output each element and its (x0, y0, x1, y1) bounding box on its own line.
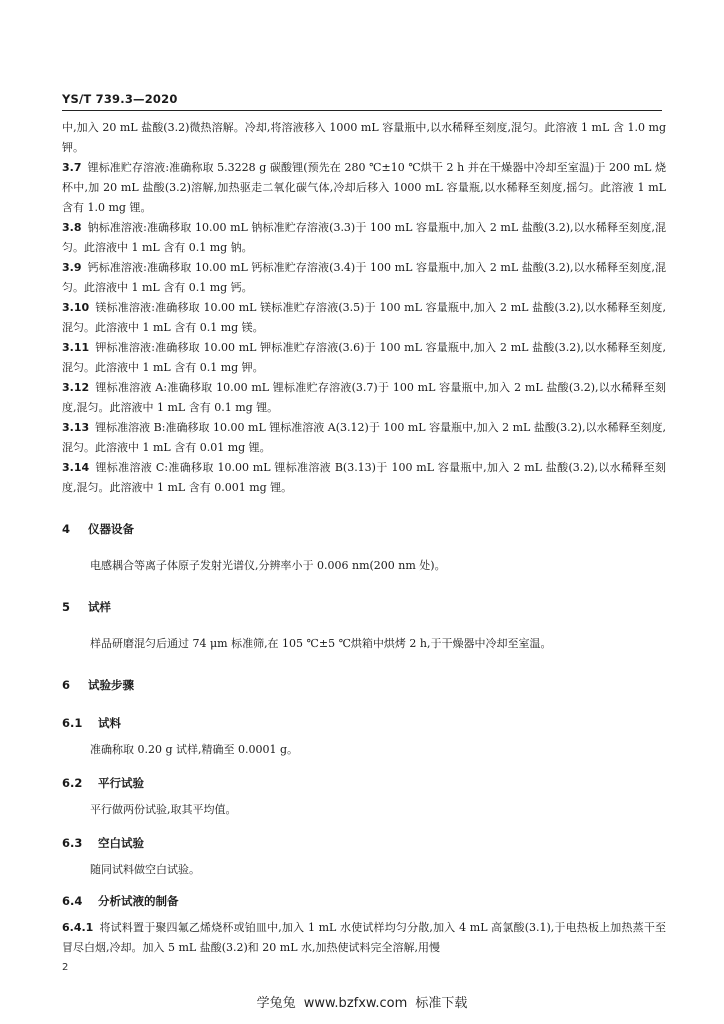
section-6-heading (62, 676, 662, 694)
clause-6-4-1 (62, 918, 666, 958)
subsection-number: 6.1 (62, 716, 83, 730)
subsection-title: 分析试液的制备 (98, 894, 179, 908)
clause-number: 3.11 (62, 341, 90, 354)
clause-3-9 (62, 258, 666, 298)
clause-number: 3.8 (62, 221, 82, 234)
section-6-3-heading (62, 834, 662, 852)
clause-text: 锂标准溶液 B:准确移取 10.00 mL 锂标准溶液 A(3.12)于 100 mL 容量瓶中,加入 2 mL 盐酸(3.2),以水稀释至刻度,混匀。此溶液中 1 mL 含有 0.01 mg 锂。 (62, 421, 666, 454)
clause-3-11 (62, 338, 666, 378)
clause-text: 钠标准溶液:准确移取 10.00 mL 钠标准贮存溶液(3.3)于 100 mL 容量瓶中,加入 2 mL 盐酸(3.2),以水稀释至刻度,混匀。此溶液中 1 mL 含有 0.1 mg 钠。 (62, 221, 666, 254)
section-5-body: 样品研磨混匀后通过 74 μm 标准筛,在 105 ℃±5 ℃烘箱中烘烤 2 h,于干燥器中冷却至室温。 (90, 637, 552, 650)
subsection-number: 6.3 (62, 836, 83, 850)
paragraph-continuation (62, 118, 666, 158)
page-number: 2 (62, 962, 69, 973)
header-rule (62, 110, 662, 111)
section-6-2-body: 平行做两份试验,取其平均值。 (90, 803, 237, 816)
site-watermark: 学兔兔 www.bzfxw.com 标准下载 (256, 996, 468, 1011)
clause-3-8 (62, 218, 666, 258)
clause-text: 锂标准溶液 A:准确移取 10.00 mL 锂标准贮存溶液(3.7)于 100 mL 容量瓶中,加入 2 mL 盐酸(3.2),以水稀释至刻度,混匀。此溶液中 1 mL 含有 0.1 mg 锂。 (62, 381, 666, 414)
clause-number: 6.4.1 (62, 921, 94, 934)
section-6-4-heading (62, 892, 662, 910)
clause-text: 镁标准溶液:准确移取 10.00 mL 镁标准贮存溶液(3.5)于 100 mL 容量瓶中,加入 2 mL 盐酸(3.2),以水稀释至刻度,混匀。此溶液中 1 mL 含有 0.1 mg 镁。 (62, 301, 666, 334)
clause-text: 将试料置于聚四氟乙烯烧杯或铂皿中,加入 1 mL 水使试样均匀分散,加入 4 mL 高氯酸(3.1),于电热板上加热蒸干至冒尽白烟,冷却。加入 5 mL 盐酸(3.2)和 20 mL 水,加热使试料完全溶解,用慢 (62, 921, 666, 954)
clause-number: 3.10 (62, 301, 90, 314)
section-6-3-body: 随同试料做空白试验。 (90, 863, 200, 876)
clause-text: 钙标准溶液:准确移取 10.00 mL 钙标准贮存溶液(3.4)于 100 mL 容量瓶中,加入 2 mL 盐酸(3.2),以水稀释至刻度,混匀。此溶液中 1 mL 含有 0.1 mg 钙。 (62, 261, 666, 294)
subsection-number: 6.2 (62, 776, 83, 790)
clause-number: 3.13 (62, 421, 90, 434)
clause-text: 钾标准溶液:准确移取 10.00 mL 钾标准贮存溶液(3.6)于 100 mL 容量瓶中,加入 2 mL 盐酸(3.2),以水稀释至刻度,混匀。此溶液中 1 mL 含有 0.1 mg 钾。 (62, 341, 666, 374)
section-number: 6 (62, 678, 71, 692)
item-text: 中,加入 20 mL 盐酸(3.2)微热溶解。冷却,将溶液移入 1000 mL 容量瓶中,以水稀释至刻度,混匀。此溶液 1 mL 含 1.0 mg 钾。 (62, 121, 666, 154)
section-number: 5 (62, 600, 71, 614)
clause-number: 3.9 (62, 261, 82, 274)
section-title: 试样 (88, 600, 111, 614)
clause-number: 3.12 (62, 381, 90, 394)
clause-number: 3.7 (62, 161, 82, 174)
clause-3-13 (62, 418, 666, 458)
section-4-body: 电感耦合等离子体原子发射光谱仪,分辨率小于 0.006 nm(200 nm 处)。 (90, 559, 446, 572)
standard-code: YS/T 739.3—2020 (62, 92, 178, 106)
section-title: 仪器设备 (88, 522, 134, 536)
section-6-1-heading (62, 714, 662, 732)
section-6-2-heading (62, 774, 662, 792)
section-6-1-body: 准确称取 0.20 g 试样,精确至 0.0001 g。 (90, 743, 299, 756)
clause-3-7 (62, 158, 666, 218)
section-number: 4 (62, 522, 71, 536)
clause-text: 锂标准溶液 C:准确移取 10.00 mL 锂标准溶液 B(3.13)于 100 mL 容量瓶中,加入 2 mL 盐酸(3.2),以水稀释至刻度,混匀。此溶液中 1 mL 含有 0.001 mg 锂。 (62, 461, 666, 494)
clause-3-12 (62, 378, 666, 418)
clause-number: 3.14 (62, 461, 90, 474)
section-4-heading (62, 520, 662, 538)
section-5-heading (62, 598, 662, 616)
clause-text: 锂标准贮存溶液:准确称取 5.3228 g 碳酸锂(预先在 280 ℃±10 ℃烘干 2 h 并在干燥器中冷却至室温)于 200 mL 烧杯中,加 20 mL 盐酸(3.2)溶解,加热驱走二氧化碳气体,冷却后移入 1000 mL 容量瓶,以水稀释至刻度,摇匀。此溶液 1 mL 含有 1.0 mg 锂。 (62, 161, 666, 214)
subsection-title: 空白试验 (98, 836, 144, 850)
subsection-number: 6.4 (62, 894, 83, 908)
section-title: 试验步骤 (88, 678, 134, 692)
clause-3-10 (62, 298, 666, 338)
clause-3-14 (62, 458, 666, 498)
subsection-title: 平行试验 (98, 776, 144, 790)
subsection-title: 试料 (98, 716, 121, 730)
